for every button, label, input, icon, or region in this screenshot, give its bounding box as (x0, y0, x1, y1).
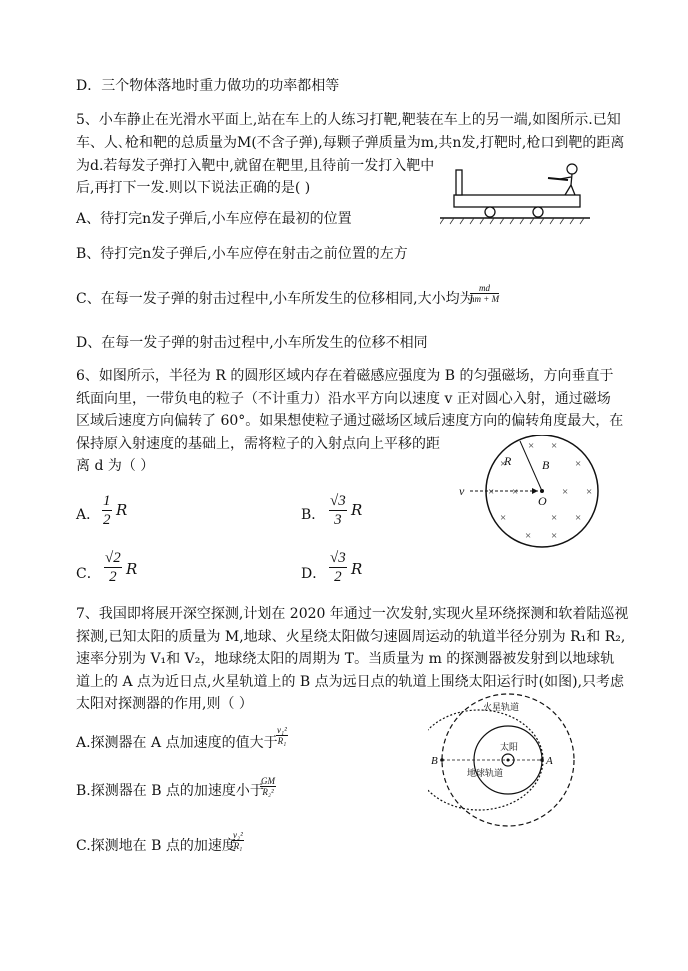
field-cross: × (562, 486, 569, 498)
fraction-numerator: 1 (103, 493, 111, 509)
q6-option-a-tail: R (116, 501, 128, 519)
fraction-numerator: √2 (105, 550, 121, 566)
q5-stem-line3: 为d.若每发子弹打入靶中,就留在靶里,且待前一发打入靶中 (76, 158, 435, 174)
fraction-denominator: R₁ (277, 736, 287, 746)
field-cross: × (575, 512, 582, 524)
label-R: R (504, 454, 512, 468)
label-earth-orbit: 地球轨道 (467, 769, 504, 779)
label-B: B (431, 755, 438, 767)
q7-stem-line2: 探测,已知太阳的质量为 M,地球、火星绕太阳做匀速圆周运动的轨道半径分别为 R₁和 R₂, (76, 629, 626, 645)
fraction-denominator: 3 (334, 512, 342, 528)
field-cross: × (551, 530, 558, 542)
q5-option-c-fraction (470, 283, 499, 304)
fraction-numerator: √3 (330, 493, 346, 509)
fraction-denominator: R₁ (233, 841, 243, 851)
q7-option-b-fraction (260, 776, 276, 797)
field-cross: × (500, 512, 507, 524)
label-O: O (538, 494, 547, 508)
q5-cart-figure (440, 150, 600, 225)
q6-option-b-tail: R (351, 501, 363, 519)
label-v: v (459, 484, 465, 498)
q6-stem-line5: 离 d 为（ ） (76, 458, 155, 474)
q6-option-d-tail: R (351, 560, 363, 578)
q6-stem-line1: 6、如图所示，半径为 R 的圆形区域内存在着磁感应强度为 B 的匀强磁场，方向垂直于 (76, 368, 614, 384)
q5-option-d: D、在每一发子弹的射击过程中,小车所发生的位移不相同 (76, 335, 428, 351)
q6-option-a-fraction (102, 492, 112, 529)
q6-stem-line4: 保持原入射速度的基础上，需将粒子的入射点向上平移的距 (76, 436, 440, 452)
fraction-numerator: v₁² (277, 725, 287, 735)
q6-option-c-fraction (104, 549, 122, 586)
fraction-numerator: v₂² (233, 830, 243, 840)
q7-option-b: B.探测器在 B 点的加速度小于 (76, 783, 264, 799)
q6-option-a-label: A． (76, 507, 101, 523)
fraction-denominator: 2 (334, 569, 342, 585)
q5-stem-line2: 车、人､枪和靶的总质量为M(不含子弹),每颗子弹质量为m,共n发,打靶时,枪口到靶的距离 (76, 135, 625, 151)
q6-option-c-label: C． (76, 566, 101, 582)
field-cross: × (551, 440, 558, 452)
q4-option-d: D．三个物体落地时重力做功的功率都相等 (76, 78, 340, 94)
q7-stem-line3: 速率分别为 V₁和 V₂，地球绕太阳的周期为 T。当质量为 m 的探测器被发射到以地球轨 (76, 651, 615, 667)
field-cross: × (528, 440, 535, 452)
field-cross: × (586, 486, 593, 498)
q7-option-c: C.探测地在 B 点的加速度 (76, 838, 236, 854)
label-sun: 太阳 (500, 743, 519, 753)
q5-option-b: B、待打完n发子弹后,小车应停在射击之前位置的左方 (76, 246, 408, 262)
q6-option-d-label: D． (301, 566, 327, 582)
fraction-denominator: 2 (109, 569, 117, 585)
q6-option-c-tail: R (126, 560, 138, 578)
fraction-denominator: nm + M (470, 294, 500, 304)
label-B: B (542, 458, 550, 472)
q5-option-c: C、在每一发子弹的射击过程中,小车所发生的位移相同,大小均为 (76, 291, 474, 307)
field-cross: × (512, 486, 519, 498)
q7-stem-line1: 7、我国即将展开深空探测,计划在 2020 年通过一次发射,实现火星环绕探测和软着陆巡视 (76, 606, 629, 622)
q6-option-b-fraction (329, 492, 347, 529)
q7-stem-line5: 太阳对探测器的作用,则（ ） (76, 696, 253, 712)
q6-stem-line2: 纸面向里，一带负电的粒子（不计重力）沿水平方向以速度 v 正对圆心入射，通过磁场 (76, 391, 611, 407)
fraction-numerator: √3 (330, 550, 346, 566)
q6-option-b-label: B． (301, 507, 326, 523)
field-cross: × (525, 530, 532, 542)
field-cross: × (575, 458, 582, 470)
q5-stem-line1: 5、小车静止在光滑水平面上,站在车上的人练习打靶,靶装在车上的另一端,如图所示.已知 (76, 112, 621, 128)
q7-option-c-fraction (232, 830, 244, 851)
q6-magnetic-field-figure (455, 435, 605, 550)
q7-orbit-figure (428, 692, 598, 830)
label-A: A (546, 755, 553, 767)
q6-option-d-fraction (329, 549, 347, 586)
label-mars-orbit: 火星轨道 (483, 703, 520, 713)
q7-stem-line4: 道上的 A 点为近日点,火星轨道上的 B 点为远日点的轨道上围绕太阳运行时(如图),只考虑 (76, 674, 625, 690)
q5-option-a: A、待打完n发子弹后,小车应停在最初的位置 (76, 211, 352, 227)
field-cross: × (488, 486, 495, 498)
q7-option-a-fraction (276, 725, 288, 746)
fraction-numerator: GM (261, 776, 275, 786)
fraction-denominator: 2 (103, 512, 111, 528)
q7-option-a: A.探测器在 A 点加速度的值大于 (76, 735, 278, 751)
q5-stem-line4: 后,再打下一发.则以下说法正确的是( ) (76, 180, 311, 196)
fraction-numerator: md (470, 283, 499, 294)
field-cross: × (551, 512, 558, 524)
q6-stem-line3: 区域后速度方向偏转了 60°。如果想使粒子通过磁场区域后速度方向的偏转角度最大，在 (76, 413, 624, 429)
field-cross: × (500, 458, 507, 470)
fraction-denominator: R₂² (262, 787, 274, 797)
